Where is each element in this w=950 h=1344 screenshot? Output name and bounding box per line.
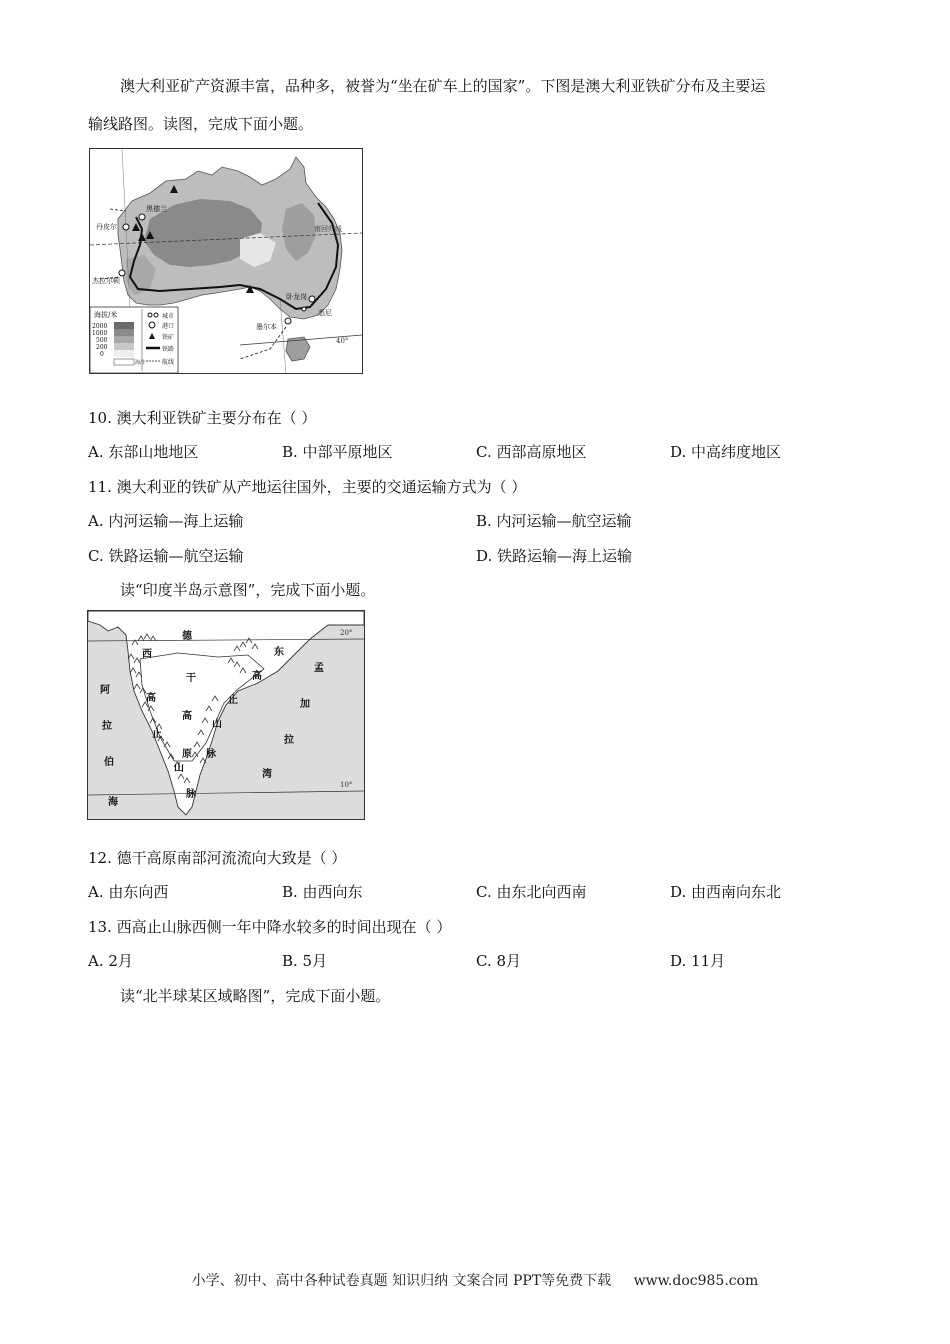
q12-option-a[interactable]: A. 由东向西 <box>88 883 169 901</box>
q10-option-c[interactable]: C. 西部高原地区 <box>476 443 587 461</box>
legend-item: 铁矿 <box>162 334 175 341</box>
label-hai: 海 <box>108 797 118 808</box>
page-footer <box>0 1270 950 1290</box>
label-de: 德 <box>182 631 192 642</box>
q10-option-b[interactable]: B. 中部平原地区 <box>282 443 393 461</box>
footer-site-link[interactable]: www.doc985.com <box>633 1273 759 1289</box>
port-label: 墨尔本 <box>256 323 277 331</box>
legend-level: 500 <box>96 337 108 344</box>
label-dong-zhi: 止 <box>228 695 238 706</box>
q10-option-a[interactable]: A. 东部山地地区 <box>88 443 199 461</box>
label-xi-shan: 山 <box>174 763 184 774</box>
passage3-line: 读“北半球某区域略图”，完成下面小题。 <box>120 987 391 1005</box>
port-icon <box>285 318 291 324</box>
q11-option-a[interactable]: A. 内河运输—海上运输 <box>88 512 244 530</box>
city-icon <box>302 307 306 311</box>
label-xi-gao: 高 <box>146 693 156 704</box>
label-dong: 东 <box>274 647 284 658</box>
legend-level: 0 <box>100 351 104 358</box>
australia-map-svg <box>90 149 362 373</box>
label-a: 阿 <box>100 685 110 696</box>
port-icon <box>123 224 129 230</box>
q13-stem: 13. 西高止山脉西侧一年中降水较多的时间出现在（ ） <box>88 918 452 936</box>
port-label: 杰拉尔顿 <box>92 277 120 285</box>
q10-option-d[interactable]: D. 中高纬度地区 <box>670 443 782 461</box>
legend-item: 港口 <box>162 323 175 330</box>
india-map-svg <box>88 611 364 819</box>
q13-option-a[interactable]: A. 2月 <box>88 952 133 970</box>
lat10-label: 10° <box>340 781 353 789</box>
label-dong-shan: 山 <box>212 719 222 730</box>
legend-item: 铁路 <box>162 346 175 353</box>
label-dong-gao: 高 <box>252 671 262 682</box>
port-label: 悉尼 <box>318 309 332 317</box>
q12-option-d[interactable]: D. 由西南向东北 <box>670 883 782 901</box>
label-meng: 孟 <box>314 663 324 674</box>
label-wan: 湾 <box>262 769 272 780</box>
q11-stem: 11. 澳大利亚的铁矿从产地运往国外，主要的交通运输方式为（ ） <box>88 478 527 496</box>
label-gao: 高 <box>182 711 192 722</box>
passage1-line2: 输线路图。读图，完成下面小题。 <box>88 115 314 133</box>
q11-option-c[interactable]: C. 铁路运输—航空运输 <box>88 547 244 565</box>
q13-option-b[interactable]: B. 5月 <box>282 952 328 970</box>
label-xi-zhi: 止 <box>152 729 162 740</box>
tropic-label: 南回归线 <box>314 225 342 233</box>
q12-option-b[interactable]: B. 由西向东 <box>282 883 363 901</box>
port-icon <box>119 270 125 276</box>
legend-level: 1000 <box>92 330 108 337</box>
q13-option-d[interactable]: D. 11月 <box>670 952 726 970</box>
label-la: 拉 <box>102 721 112 732</box>
legend-item: 城市 <box>162 313 175 320</box>
india-peninsula-map <box>87 610 365 820</box>
lat20-label: 20° <box>340 629 353 637</box>
legend-level: 200 <box>96 344 108 351</box>
port-icon <box>309 296 315 302</box>
legend-item: 航线 <box>162 359 175 366</box>
port-label: 卧龙岗 <box>286 293 307 301</box>
label-xi-mai: 脉 <box>186 789 196 800</box>
label-dong-mai: 脉 <box>206 749 216 760</box>
map-legend <box>90 307 178 373</box>
footer-text: 小学、初中、高中各种试卷真题 知识归纳 文案合同 PPT等免费下载 <box>191 1273 612 1289</box>
label-jia: 加 <box>300 699 310 710</box>
lat40-label: 40° <box>336 337 349 345</box>
q13-option-c[interactable]: C. 8月 <box>476 952 522 970</box>
label-yuan: 原 <box>182 749 192 760</box>
q12-option-c[interactable]: C. 由东北向西南 <box>476 883 587 901</box>
q11-option-b[interactable]: B. 内河运输—航空运输 <box>476 512 632 530</box>
label-xi: 西 <box>142 649 152 660</box>
legend-level: 2000 <box>92 323 108 330</box>
port-label: 黑德兰 <box>146 205 167 213</box>
label-bo: 伯 <box>104 757 114 768</box>
passage1-line1: 澳大利亚矿产资源丰富，品种多，被誉为“坐在矿车上的国家”。下图是澳大利亚铁矿分布及主要运 <box>120 77 766 95</box>
passage2-line: 读“印度半岛示意图”，完成下面小题。 <box>120 581 376 599</box>
label-gan: 干 <box>186 673 196 684</box>
australia-iron-map <box>89 148 363 374</box>
legend-sea: 海洋 <box>135 360 146 366</box>
label-la2: 拉 <box>284 735 294 746</box>
legend-title: 海拔/米 <box>94 311 118 319</box>
q11-option-d[interactable]: D. 铁路运输—海上运输 <box>476 547 633 565</box>
port-label: 丹皮尔 <box>96 223 117 231</box>
q12-stem: 12. 德干高原南部河流流向大致是（ ） <box>88 849 347 867</box>
port-icon <box>139 214 145 220</box>
q10-stem: 10. 澳大利亚铁矿主要分布在（ ） <box>88 409 317 427</box>
